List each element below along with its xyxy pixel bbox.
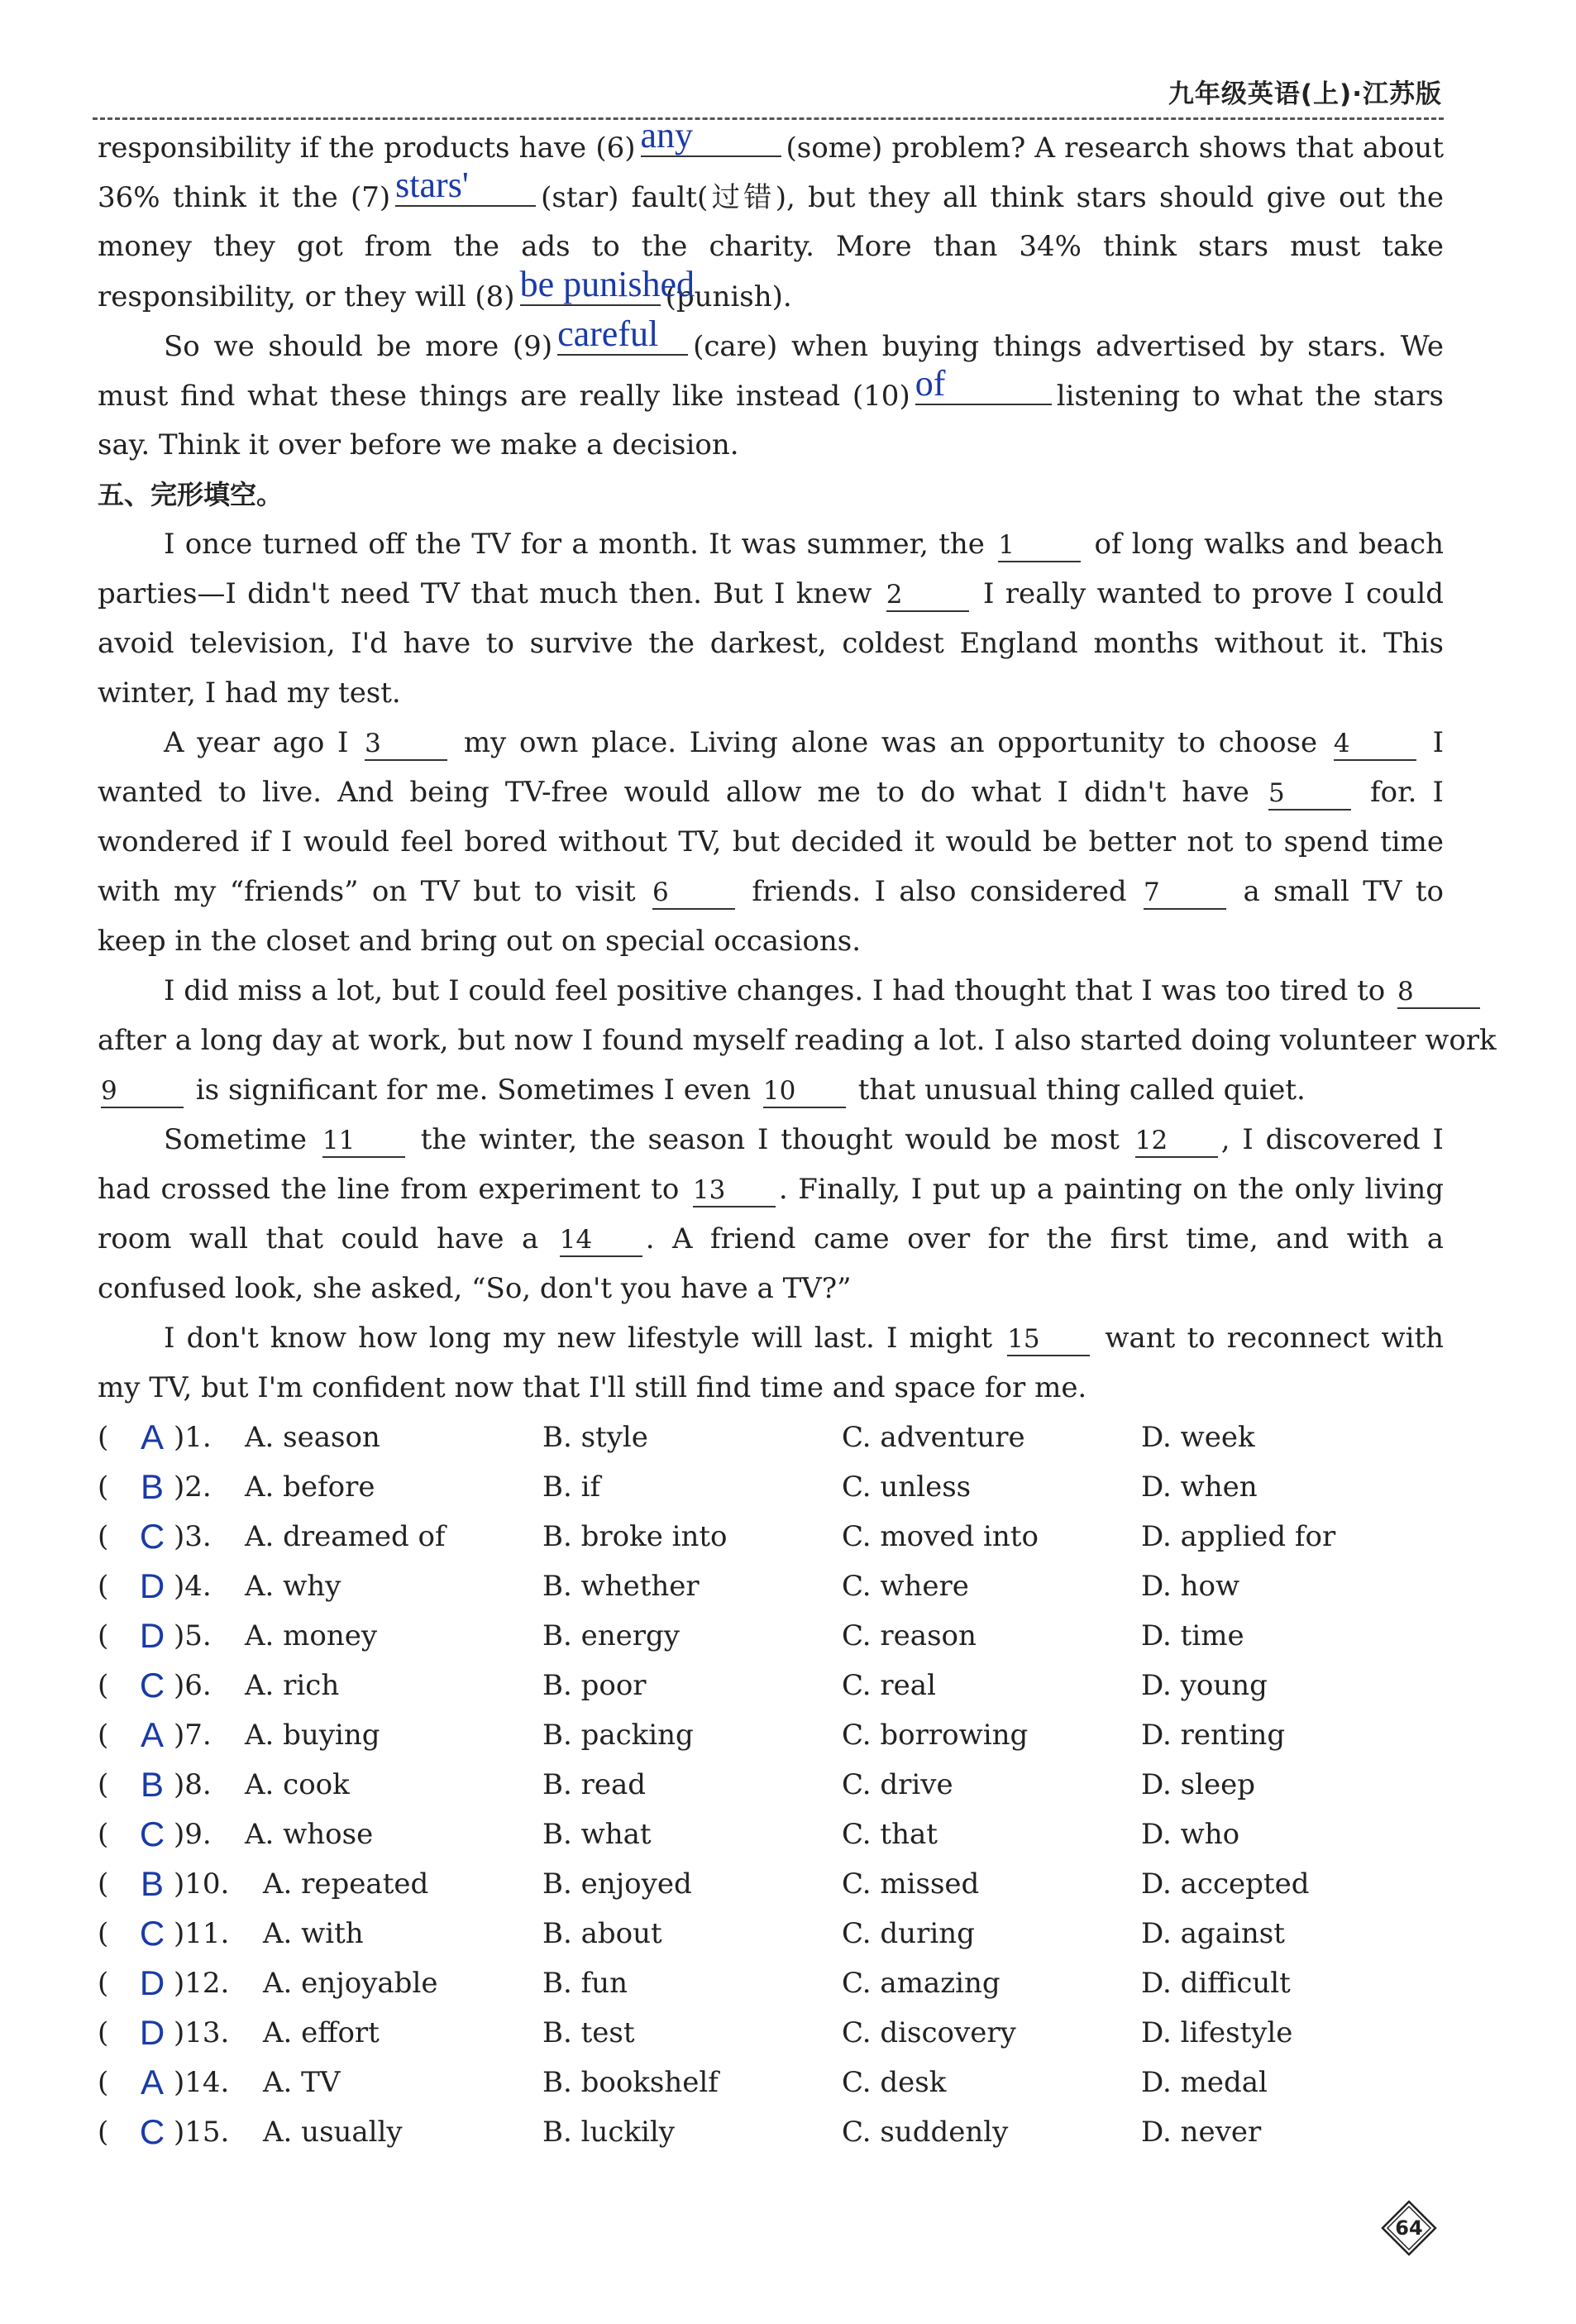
line-text: (some) problem? A research shows that about: [786, 132, 1444, 165]
option-a: A. whose: [245, 1818, 374, 1851]
question-row: [98, 1958, 1444, 2008]
option-c: C. suddenly: [842, 2116, 1009, 2149]
line-text: Sometime: [164, 1123, 319, 1156]
passage-line: [98, 668, 1444, 718]
handwritten-answer: D: [139, 1963, 165, 2002]
line-text: (star) fault(过错), but they all think stars should give out the: [541, 181, 1444, 214]
question-row: [98, 1661, 1444, 1710]
line-text: after a long day at work, but now I found myself reading a lot. I also started doing volunteer work: [98, 1024, 1497, 1057]
line-text: I: [1419, 726, 1444, 759]
option-b: B. enjoyed: [542, 1867, 692, 1901]
line-text: responsibility if the products have (6): [98, 132, 636, 165]
option-a: A. money: [245, 1619, 378, 1652]
option-c: C. adventure: [842, 1421, 1025, 1454]
handwritten-answer: C: [139, 1666, 165, 1705]
blank-number: 2: [886, 580, 903, 610]
handwritten-answer: C: [139, 1815, 165, 1853]
question-number: )11.: [174, 1917, 230, 1950]
line-text: listening to what the stars: [1056, 380, 1444, 413]
paren: (: [98, 2116, 109, 2149]
option-c: C. drive: [842, 1768, 953, 1801]
paren: (: [98, 1520, 109, 1553]
handwritten-answer: C: [139, 1914, 165, 1953]
blank-number: 7: [1144, 877, 1160, 907]
option-d: D. young: [1141, 1669, 1268, 1702]
question-number: )5.: [174, 1619, 212, 1652]
line-text: I don't know how long my new lifestyle will last. I might: [164, 1322, 1005, 1355]
paren: (: [98, 1867, 109, 1901]
option-b: B. poor: [542, 1669, 647, 1702]
question-row: [98, 1611, 1444, 1661]
handwritten-answer: any: [640, 115, 694, 155]
option-d: D. week: [1141, 1421, 1255, 1454]
line-text: I did miss a lot, but I could feel positive changes. I had thought that I was too tired to: [164, 974, 1395, 1007]
answer-blank: [519, 264, 695, 306]
line-text: , I discovered I: [1220, 1123, 1444, 1156]
passage-line: [98, 1264, 1444, 1313]
option-a: A. cook: [245, 1768, 350, 1801]
page-header: [93, 65, 1444, 120]
passage-line: [98, 115, 1444, 172]
handwritten-answer: be punished: [519, 264, 695, 304]
cloze-blank: [101, 1074, 184, 1108]
line-text: So we should be more (9): [164, 330, 553, 363]
handwritten-answer: A: [140, 2063, 164, 2102]
option-a: A. before: [245, 1470, 375, 1504]
line-text: (care) when buying things advertised by stars. We: [693, 330, 1444, 363]
answer-blank: [915, 363, 1052, 405]
answer-blank: [640, 115, 781, 157]
question-number: )3.: [174, 1520, 212, 1553]
option-a: A. usually: [263, 2116, 403, 2149]
blank-number: 4: [1333, 729, 1350, 758]
passage-line: [98, 313, 1444, 371]
paren: (: [98, 1421, 109, 1454]
line-text: I really wanted to prove I could: [972, 577, 1444, 610]
passage-line: [98, 363, 1444, 420]
question-row: [98, 1710, 1444, 1760]
header-title: 九年级英语(上)·江苏版: [1168, 79, 1442, 109]
handwritten-answer: D: [139, 2013, 165, 2052]
option-a: A. TV: [263, 2066, 341, 2099]
line-text: a small TV to: [1230, 875, 1444, 908]
option-c: C. amazing: [842, 1967, 1001, 2000]
option-c: C. discovery: [842, 2016, 1016, 2049]
option-c: C. desk: [842, 2066, 947, 2099]
option-d: D. medal: [1141, 2066, 1268, 2099]
line-text: winter, I had my test.: [98, 677, 401, 710]
line-text: A year ago I: [164, 726, 362, 759]
option-b: B. broke into: [542, 1520, 728, 1553]
option-d: D. applied for: [1141, 1520, 1336, 1553]
question-number: )12.: [174, 1967, 230, 2000]
passage-line: [98, 1164, 1444, 1214]
question-number: )1.: [174, 1421, 212, 1454]
handwritten-answer: A: [140, 1418, 164, 1456]
passage-line: [98, 569, 1444, 619]
line-text: (punish).: [665, 280, 792, 313]
cloze-blank: [998, 528, 1081, 562]
passage-line: [98, 1363, 1444, 1413]
question-number: )13.: [174, 2016, 230, 2049]
question-number: )14.: [174, 2066, 230, 2099]
option-d: D. against: [1141, 1917, 1285, 1950]
passage-line: [98, 817, 1444, 867]
passage-line: [98, 718, 1444, 767]
blank-number: 15: [1007, 1324, 1040, 1354]
cloze-blank: [560, 1222, 642, 1257]
line-text: wanted to live. And being TV-free would allow me to do what I didn't have: [98, 776, 1266, 809]
cloze-blank: [365, 726, 447, 761]
option-a: A. buying: [245, 1719, 380, 1752]
line-text: my own place. Living alone was an opportunity to choose: [451, 726, 1330, 759]
question-row: [98, 1760, 1444, 1810]
handwritten-answer: C: [139, 2112, 165, 2151]
question-row: [98, 2058, 1444, 2107]
option-a: A. repeated: [263, 1867, 429, 1901]
line-text: the winter, the season I thought would be most: [408, 1123, 1132, 1156]
option-a: A. effort: [263, 2016, 380, 2049]
answer-blank: [557, 313, 688, 356]
handwritten-answer: B: [140, 1467, 164, 1506]
option-b: B. bookshelf: [542, 2066, 719, 2099]
paren: (: [98, 1719, 109, 1752]
question-number: )7.: [174, 1719, 212, 1752]
passage-line: [98, 916, 1444, 966]
option-d: D. never: [1141, 2116, 1262, 2149]
option-b: B. energy: [542, 1619, 680, 1652]
section-heading-cloze: 五、完形填空。: [98, 479, 284, 510]
option-d: D. lifestyle: [1141, 2016, 1293, 2049]
question-row: [98, 1561, 1444, 1611]
cloze-passage: [98, 519, 1497, 1413]
line-text: want to reconnect with: [1093, 1322, 1445, 1355]
line-text: with my “friends” on TV but to visit: [98, 875, 650, 908]
line-text: wondered if I would feel bored without TV, but decided it would be better not to spend time: [98, 825, 1444, 858]
option-a: A. why: [245, 1570, 341, 1603]
line-text: is significant for me. Sometimes I even: [187, 1074, 760, 1107]
option-b: B. if: [542, 1470, 601, 1504]
option-a: A. season: [245, 1421, 380, 1454]
cloze-blank: [322, 1123, 405, 1158]
handwritten-answer: careful: [557, 313, 659, 354]
handwritten-answer: B: [140, 1864, 164, 1903]
option-b: B. packing: [542, 1719, 694, 1752]
option-b: B. what: [542, 1818, 652, 1851]
question-row: [98, 2107, 1444, 2157]
passage-line: [98, 420, 1444, 470]
passage-line: [98, 1065, 1444, 1115]
blank-number: 6: [652, 877, 669, 907]
cloze-blank: [693, 1173, 776, 1207]
blank-number: 13: [692, 1175, 726, 1205]
blank-number: 1: [998, 530, 1015, 560]
passage-line: [98, 519, 1444, 569]
option-d: D. how: [1141, 1570, 1240, 1603]
line-text: must find what these things are really like instead (10): [98, 380, 910, 413]
paren: (: [98, 1669, 109, 1702]
option-a: A. dreamed of: [245, 1520, 446, 1553]
line-text: friends. I also considered: [738, 875, 1141, 908]
option-b: B. read: [542, 1768, 647, 1801]
handwritten-answer: D: [139, 1616, 165, 1655]
handwritten-answer: stars': [395, 165, 469, 205]
paren: (: [98, 1818, 109, 1851]
option-d: D. when: [1141, 1470, 1258, 1504]
cloze-blank: [1397, 974, 1480, 1009]
paren: (: [98, 1470, 109, 1504]
option-d: D. sleep: [1141, 1768, 1255, 1801]
cloze-blank: [1144, 875, 1226, 910]
blank-number: 8: [1397, 977, 1414, 1007]
line-text: money they got from the ads to the charity. More than 34% think stars must take: [98, 230, 1444, 263]
paren: (: [98, 2016, 109, 2049]
paren: (: [98, 2066, 109, 2099]
blank-number: 10: [762, 1076, 796, 1106]
option-b: B. test: [542, 2016, 635, 2049]
option-d: D. difficult: [1141, 1967, 1291, 2000]
cloze-blank: [652, 875, 735, 910]
line-text: . Finally, I put up a painting on the only living: [778, 1173, 1444, 1206]
line-text: say. Think it over before we make a decision.: [98, 428, 739, 461]
page-number: 64: [1395, 2216, 1423, 2240]
passage-line: [98, 767, 1444, 817]
option-d: D. accepted: [1141, 1867, 1310, 1901]
line-text: my TV, but I'm confident now that I'll still find time and space for me.: [98, 1371, 1087, 1404]
option-c: C. moved into: [842, 1520, 1039, 1553]
paren: (: [98, 1917, 109, 1950]
question-number: )6.: [174, 1669, 212, 1702]
option-b: B. luckily: [542, 2116, 675, 2149]
line-text: parties—I didn't need TV that much then. But I knew: [98, 577, 883, 610]
cloze-blank: [1007, 1322, 1090, 1356]
blank-number: 11: [322, 1126, 356, 1155]
cloze-blank: [886, 577, 969, 612]
handwritten-answer: of: [915, 363, 946, 404]
passage-line: [98, 1115, 1444, 1164]
option-a: A. with: [263, 1917, 364, 1950]
cloze-choices: [98, 1413, 1444, 2157]
blank-number: 9: [101, 1076, 117, 1106]
question-row: [98, 1512, 1444, 1561]
option-c: C. unless: [842, 1470, 972, 1504]
passage-line: [98, 222, 1444, 271]
passage-line: [98, 165, 1444, 222]
cloze-blank: [1268, 776, 1351, 811]
option-a: A. enjoyable: [263, 1967, 438, 2000]
line-text: I once turned off the TV for a month. It was summer, the: [164, 528, 996, 561]
cloze-blank: [1334, 726, 1416, 761]
line-text: that unusual thing called quiet.: [848, 1074, 1306, 1107]
handwritten-answer: D: [139, 1566, 165, 1605]
exercise-body: [98, 115, 1497, 1413]
line-text: responsibility, or they will (8): [98, 280, 515, 313]
passage-line: [98, 1214, 1444, 1264]
option-c: C. reason: [842, 1619, 977, 1652]
option-c: C. that: [842, 1818, 938, 1851]
answer-blank: [395, 165, 536, 207]
page-number-badge: [1381, 2200, 1437, 2256]
passage-line: [98, 1016, 1497, 1065]
question-number: )15.: [174, 2116, 230, 2149]
option-c: C. real: [842, 1669, 936, 1702]
question-number: )8.: [174, 1768, 212, 1801]
line-text: avoid television, I'd have to survive the darkest, coldest England months without it. This: [98, 627, 1444, 660]
handwritten-answer: A: [140, 1715, 164, 1754]
option-b: B. about: [542, 1917, 662, 1950]
question-row: [98, 1462, 1444, 1512]
option-c: C. during: [842, 1917, 975, 1950]
paren: (: [98, 1619, 109, 1652]
cloze-blank: [1135, 1123, 1218, 1158]
paren: (: [98, 1768, 109, 1801]
line-text: for. I: [1354, 776, 1444, 809]
passage-line: [98, 264, 1444, 321]
question-row: [98, 1909, 1444, 1958]
option-d: D. time: [1141, 1619, 1244, 1652]
line-text: of long walks and beach: [1084, 528, 1444, 561]
line-text: room wall that could have a: [98, 1222, 556, 1255]
question-number: )9.: [174, 1818, 212, 1851]
question-row: [98, 1413, 1444, 1462]
question-row: [98, 1810, 1444, 1859]
handwritten-answer: C: [139, 1517, 165, 1556]
word-form-passage: [98, 115, 1444, 470]
line-text: confused look, she asked, “So, don't you have a TV?”: [98, 1272, 852, 1305]
blank-number: 12: [1134, 1126, 1168, 1155]
blank-number: 5: [1268, 778, 1285, 808]
option-b: B. style: [542, 1421, 648, 1454]
option-d: D. who: [1141, 1818, 1240, 1851]
passage-line: [98, 1313, 1444, 1363]
line-text: keep in the closet and bring out on special occasions.: [98, 925, 861, 958]
option-c: C. where: [842, 1570, 969, 1603]
passage-line: [98, 966, 1444, 1016]
line-text: had crossed the line from experiment to: [98, 1173, 690, 1206]
handwritten-answer: B: [140, 1765, 164, 1804]
cloze-blank: [763, 1074, 846, 1108]
blank-number: 3: [365, 729, 381, 758]
question-row: [98, 1859, 1444, 1909]
option-a: A. rich: [245, 1669, 340, 1702]
line-text: . A friend came over for the first time, and with a: [645, 1222, 1444, 1255]
option-b: B. whether: [542, 1570, 700, 1603]
paren: (: [98, 1967, 109, 2000]
question-row: [98, 2008, 1444, 2058]
question-number: )2.: [174, 1470, 212, 1504]
blank-number: 14: [559, 1225, 593, 1255]
question-number: )4.: [174, 1570, 212, 1603]
option-c: C. borrowing: [842, 1719, 1029, 1752]
line-text: 36% think it the (7): [98, 181, 391, 214]
paren: (: [98, 1570, 109, 1603]
passage-line: [98, 619, 1444, 668]
option-c: C. missed: [842, 1867, 980, 1901]
passage-line: [98, 867, 1444, 916]
question-number: )10.: [174, 1867, 230, 1901]
option-b: B. fun: [542, 1967, 628, 2000]
option-d: D. renting: [1141, 1719, 1286, 1752]
